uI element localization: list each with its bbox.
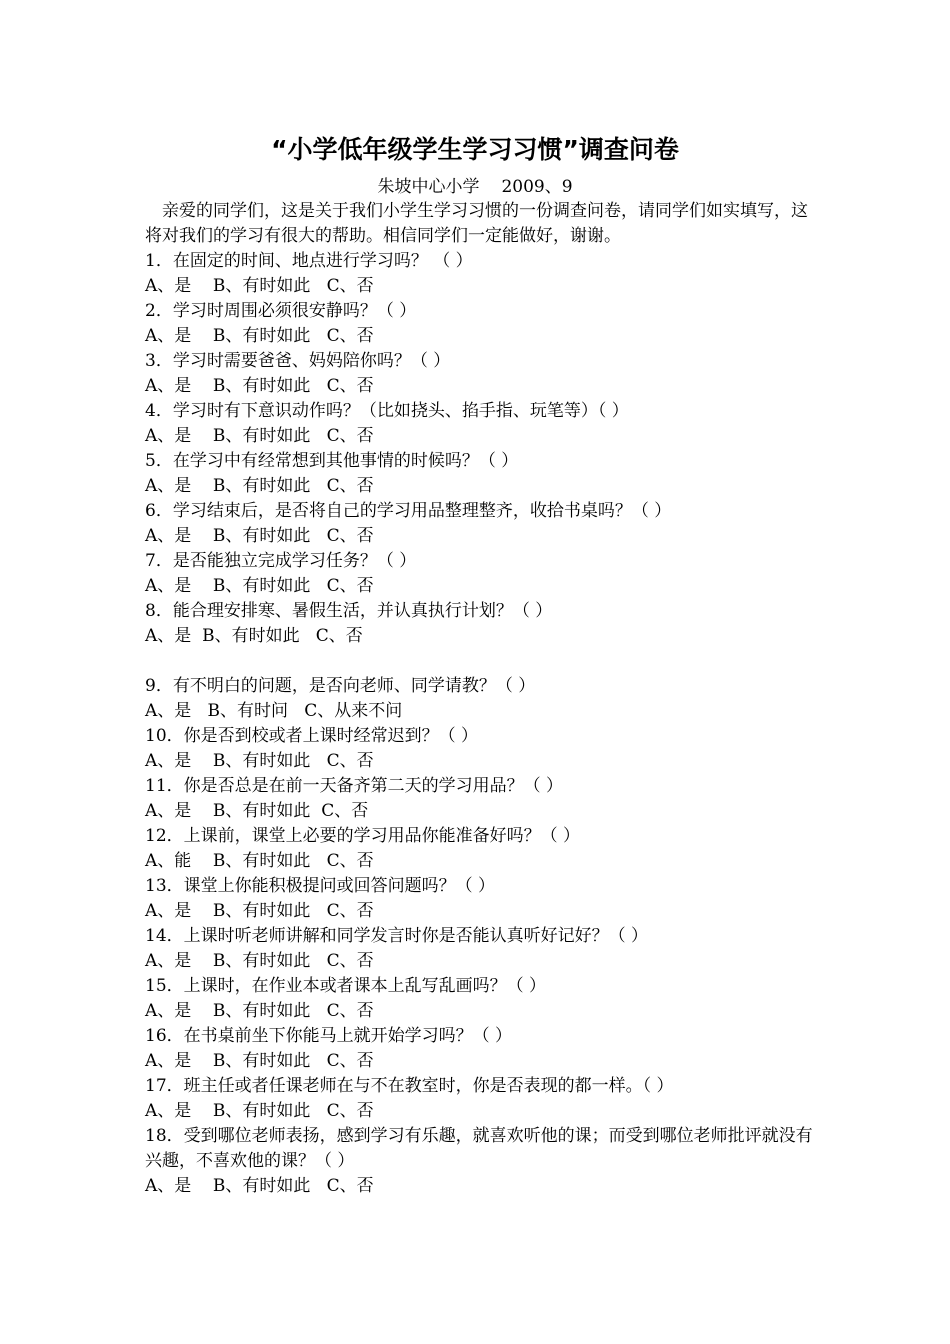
question-16: 16．在书桌前坐下你能马上就开始学习吗？（ ） — [145, 1026, 513, 1046]
question-8: 8．能合理安排寒、暑假生活，并认真执行计划？（ ） — [145, 601, 553, 621]
survey-content — [145, 199, 813, 1199]
answer-options-11: A、是 B、有时如此 C、否 — [145, 801, 369, 821]
answer-options-18: A、是 B、有时如此 C、否 — [145, 1176, 374, 1196]
school-name: 朱坡中心小学 — [377, 177, 480, 197]
question-10: 10．你是否到校或者上课时经常迟到？（ ） — [145, 726, 479, 746]
subtitle — [0, 174, 950, 200]
answer-options-2: A、是 B、有时如此 C、否 — [145, 326, 374, 346]
question-18: 18．受到哪位老师表扬，感到学习有乐趣，就喜欢听他的课；而受到哪位老师批评就没有兴趣，不喜欢他的课？（ ） — [145, 1126, 813, 1171]
answer-options-5: A、是 B、有时如此 C、否 — [145, 476, 374, 496]
question-13: 13．课堂上你能积极提问或回答问题吗？（ ） — [145, 876, 496, 896]
question-14: 14．上课时听老师讲解和同学发言时你是否能认真听好记好？（ ） — [145, 926, 649, 946]
blank-line — [145, 649, 813, 674]
answer-options-17: A、是 B、有时如此 C、否 — [145, 1101, 374, 1121]
intro-paragraph: 亲爱的同学们，这是关于我们小学生学习习惯的一份调查问卷，请同学们如实填写，这将对我们的学习有很大的帮助。相信同学们一定能做好，谢谢。 — [145, 201, 808, 246]
answer-options-15: A、是 B、有时如此 C、否 — [145, 1001, 374, 1021]
answer-options-6: A、是 B、有时如此 C、否 — [145, 526, 374, 546]
answer-options-7: A、是 B、有时如此 C、否 — [145, 576, 374, 596]
answer-options-4: A、是 B、有时如此 C、否 — [145, 426, 374, 446]
question-3: 3．学习时需要爸爸、妈妈陪你吗？（ ） — [145, 351, 451, 371]
question-9: 9．有不明白的问题，是否向老师、同学请教？（ ） — [145, 676, 536, 696]
survey-date: 2009、9 — [501, 177, 573, 197]
question-7: 7．是否能独立完成学习任务？（ ） — [145, 551, 417, 571]
question-5: 5．在学习中有经常想到其他事情的时候吗？（ ） — [145, 451, 519, 471]
question-4: 4．学习时有下意识动作吗？（比如挠头、掐手指、玩笔等）（ ） — [145, 401, 629, 421]
answer-options-10: A、是 B、有时如此 C、否 — [145, 751, 374, 771]
question-6: 6．学习结束后，是否将自己的学习用品整理整齐，收拾书桌吗？（ ） — [145, 501, 672, 521]
answer-options-9: A、是 B、有时问 C、从来不问 — [145, 701, 403, 721]
question-1: 1．在固定的时间、地点进行学习吗？ （ ） — [145, 251, 473, 271]
question-2: 2．学习时周围必须很安静吗？（ ） — [145, 301, 417, 321]
question-15: 15．上课时，在作业本或者课本上乱写乱画吗？（ ） — [145, 976, 547, 996]
answer-options-13: A、是 B、有时如此 C、否 — [145, 901, 374, 921]
answer-options-8: A、是 B、有时如此 C、否 — [145, 626, 363, 646]
answer-options-16: A、是 B、有时如此 C、否 — [145, 1051, 374, 1071]
answer-options-3: A、是 B、有时如此 C、否 — [145, 376, 374, 396]
answer-options-14: A、是 B、有时如此 C、否 — [145, 951, 374, 971]
answer-options-1: A、是 B、有时如此 C、否 — [145, 276, 374, 296]
answer-options-12: A、能 B、有时如此 C、否 — [145, 851, 374, 871]
question-12: 12．上课前，课堂上必要的学习用品你能准备好吗？（ ） — [145, 826, 581, 846]
question-11: 11．你是否总是在前一天备齐第二天的学习用品？（ ） — [145, 776, 564, 796]
page-title: “小学低年级学生学习习惯”调查问卷 — [271, 135, 679, 164]
question-17: 17．班主任或者任课老师在与不在教室时，你是否表现的都一样。（ ） — [145, 1076, 674, 1096]
